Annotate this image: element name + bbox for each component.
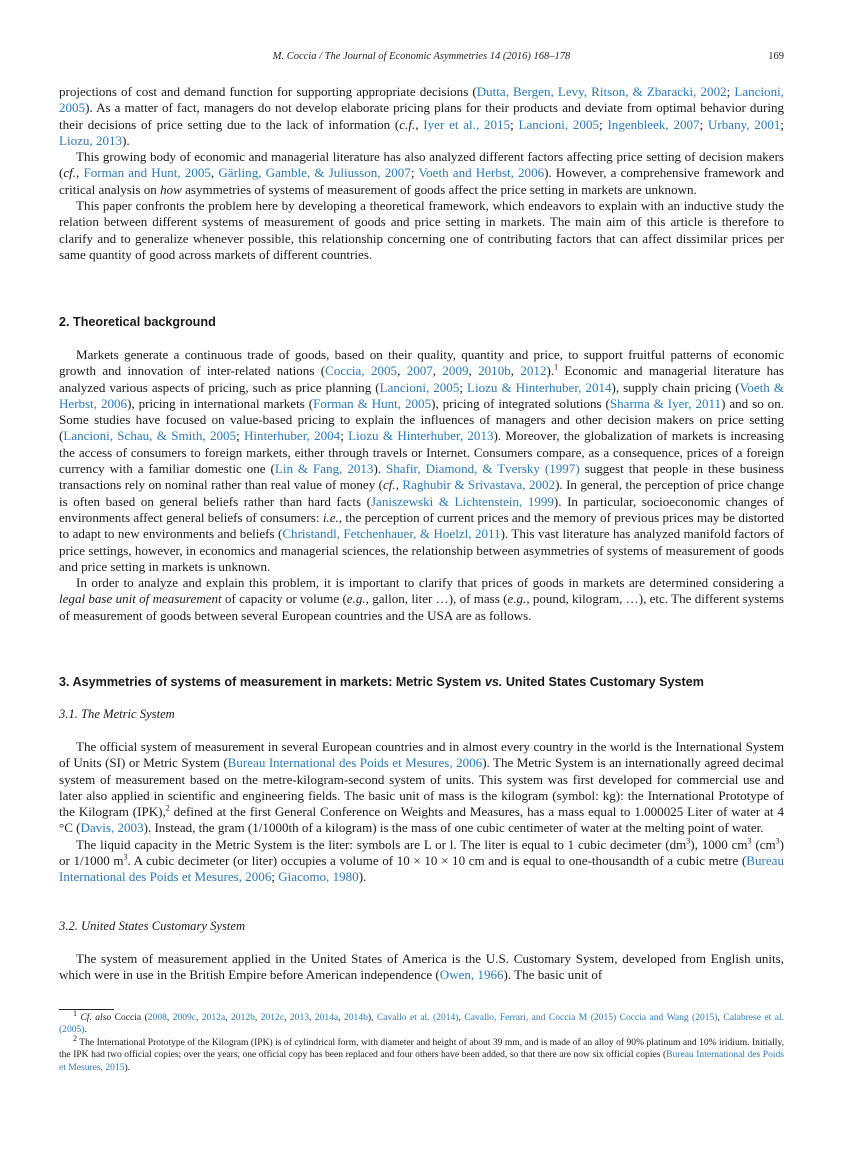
citation-link[interactable]: 2007 — [406, 363, 433, 379]
text-run: . — [84, 1024, 87, 1036]
citation-link[interactable]: Bureau International des Poids et Mesures, 2006 — [227, 755, 483, 771]
text-run: , — [432, 363, 443, 379]
citation-link[interactable]: Liozu & Hinterhuber, 2013 — [348, 428, 494, 444]
citation-link[interactable]: Hinterhuber, 2004 — [244, 428, 341, 444]
citation-link[interactable]: Lin & Fang, 2013 — [274, 461, 374, 477]
footnote-marker: 3 — [775, 836, 780, 846]
citation-link[interactable]: Janiszewski & Lichtenstein, 1999 — [370, 493, 554, 509]
text-run: ; — [699, 116, 708, 132]
footnote-marker: 1 — [554, 362, 559, 372]
citation-link[interactable]: 2014b — [344, 1012, 368, 1023]
text-run: , — [196, 1012, 202, 1023]
text-run: ) or 1/1000 m — [59, 836, 784, 869]
citation-link[interactable]: Urbany, 2001 — [707, 116, 781, 132]
citation-link[interactable]: Forman and Hunt, 2005 — [83, 165, 211, 181]
text-run: ). — [373, 461, 386, 477]
text-run: ) and so on. Some studies have focused on value-based pricing to explain the influences of managers and other decision makers on price setting ( — [59, 395, 784, 444]
text-run: This growing body of economic and managerial literature has also analyzed different factors affecting price setting of decision makers ( — [59, 149, 784, 181]
paragraph — [59, 575, 784, 624]
paragraph — [59, 198, 784, 263]
citation-link[interactable]: 2012b — [231, 1012, 255, 1023]
text-run: , — [309, 1012, 315, 1023]
italic-text: how — [160, 181, 182, 197]
text-run: ; — [340, 428, 349, 444]
text-run: The official system of measurement in several European countries and in almost every country in the world is the International System of Units (SI) or Metric System ( — [59, 739, 784, 771]
text-run: ; — [599, 116, 608, 132]
citation-link[interactable]: 2009 — [442, 363, 469, 379]
section-3-2-body — [59, 951, 784, 984]
citation-link[interactable]: Lancioni, Schau, & Smith, 2005 — [63, 428, 237, 444]
citation-link[interactable]: Lancioni, 2005 — [518, 116, 600, 132]
citation-link[interactable]: Lancioni, 2005 — [59, 84, 784, 116]
text-run: The system of measurement applied in the United States of America is the U.S. Customary System, developed from English units, which were in use in the British Empire before American independence ( — [59, 951, 784, 983]
text-run: , pound, kilogram, …), etc. The different systems of measurement of goods between several European countries and the USA are as follows. — [59, 591, 784, 623]
italic-text: cf. — [63, 165, 77, 181]
section-heading — [59, 675, 704, 689]
text-run: ; — [510, 116, 519, 132]
section-heading-part: United States Customary System — [502, 675, 704, 689]
text-run: projections of cost and demand function for supporting appropriate decisions ( — [59, 84, 477, 99]
citation-link[interactable]: Iyer et al., 2015 — [423, 116, 511, 132]
citation-link[interactable]: Gärling, Gamble, & Juliusson, 2007 — [218, 165, 411, 181]
running-head: M. Coccia / The Journal of Economic Asymmetries 14 (2016) 168–178 — [272, 51, 571, 62]
paragraph — [59, 347, 784, 575]
text-run: ), supply chain pricing ( — [611, 379, 740, 395]
text-run: ). The basic unit of — [503, 967, 603, 983]
text-run: ). Instead, the gram (1/1000th of a kilogram) is the mass of one cubic centimeter of water at the melting point of water. — [143, 820, 764, 836]
text-run: ), 1000 cm — [690, 836, 748, 852]
footnote — [59, 1008, 784, 1037]
page-number: 169 — [768, 51, 784, 62]
text-run: ; — [236, 428, 244, 444]
text-run: , — [76, 165, 84, 181]
text-run: In order to analyze and explain this problem, it is important to clarify that prices of goods in markets are determined considering a — [76, 575, 784, 591]
text-run: ; — [726, 84, 735, 99]
text-run: ). — [124, 1061, 131, 1073]
text-run: ). This vast literature has analyzed manifold factors of price settings, however, in economics and managerial sciences, the relationship between asymmetries of systems of measurement of goods and price setting in markets is unknown. — [59, 526, 784, 574]
text-run: . A cubic decimeter (or liter) occupies a volume of 10 × 10 × 10 cm and is equal to one-thousandth of a cubic metre ( — [127, 853, 747, 869]
italic-text: legal base unit of measurement — [59, 591, 222, 607]
text-run: , — [210, 165, 219, 181]
subsection-heading: 3.2. United States Customary System — [59, 919, 246, 933]
text-run: Economic and managerial literature has analyzed various aspects of pricing, such as price planning ( — [59, 363, 785, 395]
section-2-body — [59, 347, 784, 624]
citation-link[interactable]: Giacomo, 1980 — [278, 869, 359, 885]
section-3-1-body — [59, 739, 784, 886]
text-run: The International Prototype of the Kilogram (IPK) is of cylindrical form, with diameter and height of about 39 mm, and is made of an alloy of 90% platinum and 10% iridium. Initially, the IPK had two official copies; over the years, one official copy has been replaced and four others have been added, so that there are now six official copies ( — [59, 1036, 784, 1061]
text-run: , — [395, 477, 403, 493]
subsection-heading: 3.1. The Metric System — [59, 707, 175, 721]
citation-link[interactable]: Forman & Hunt, 2005 — [313, 395, 432, 411]
text-run: ). The Metric System is an internationally agreed decimal system of measurement based on the metre-kilogram-second system of units. This system was first developed for commercial use and later also applied in scientific and engineering fields. The basic unit of mass is the kilogram (symbol: kg): the International Prototype of the Kilogram (IPK), — [59, 755, 784, 820]
citation-link[interactable]: Bureau International des Poids et Mesures, 2006 — [59, 853, 784, 885]
citation-link[interactable]: Owen, 1966 — [439, 967, 504, 983]
paragraph — [59, 149, 784, 198]
text-run: , — [458, 1012, 465, 1023]
citation-link[interactable]: 2008 — [147, 1012, 167, 1023]
text-run: defined at the first General Conference on Weights and Measures, has a mass equal to 1.000025 Liter of water at 4 °C ( — [59, 804, 784, 836]
citation-link[interactable]: Cavallo, Ferrari, and Coccia M (2015) Coccia and Wang (2015) — [464, 1012, 718, 1023]
text-run: suggest that people in these business transactions rely on nominal rather than real value of money ( — [59, 461, 784, 493]
citation-link[interactable]: Christandl, Fetchenhauer, & Hoelzl, 2011 — [282, 526, 501, 542]
italic-text: c.f. — [399, 116, 416, 132]
citation-link[interactable]: 2014a — [314, 1012, 339, 1023]
citation-link[interactable]: Dutta, Bergen, Levy, Ritson, & Zbaracki, 2002 — [476, 84, 727, 99]
article-page — [59, 0, 784, 1155]
text-run: ). — [546, 363, 555, 379]
citation-link[interactable]: 2012c — [260, 1012, 285, 1023]
text-run: , — [166, 1012, 173, 1023]
text-run: ). — [358, 869, 367, 885]
italic-text: cf. — [383, 477, 396, 493]
text-run: ; — [410, 165, 419, 181]
footnote-rule — [59, 1009, 114, 1010]
citation-link[interactable]: Sharma & Iyer, 2011 — [609, 395, 722, 411]
intro-section — [59, 84, 784, 263]
text-run: , — [468, 363, 479, 379]
citation-link[interactable]: Liozu & Hinterhuber, 2014 — [467, 379, 612, 395]
text-run: ; — [271, 869, 279, 885]
paragraph — [59, 739, 784, 837]
text-run: of capacity or volume ( — [221, 591, 347, 607]
italic-text: e.g. — [346, 591, 366, 607]
italic-text: e.g. — [507, 591, 527, 607]
text-run: , — [284, 1012, 290, 1023]
citation-link[interactable]: Liozu, 2013 — [59, 132, 123, 148]
citation-link[interactable]: 2012 — [520, 363, 547, 379]
citation-link[interactable]: Bureau International des Poids et Mesures, 2015 — [59, 1049, 785, 1073]
citation-link[interactable]: Davis, 2003 — [80, 820, 144, 836]
footnote — [59, 1033, 785, 1074]
paragraph — [59, 84, 784, 149]
text-run: , gallon, liter …), of mass ( — [365, 591, 508, 607]
paragraph — [59, 837, 784, 886]
paragraph — [59, 951, 784, 984]
footnote-marker: 3 — [123, 852, 128, 862]
footnote-marker: 2 — [73, 1033, 77, 1043]
text-run: Coccia ( — [111, 1012, 148, 1023]
text-run: , the perception of current prices and the memory of previous prices may be distorted to adapt to new environments and beliefs ( — [59, 509, 785, 542]
footnote-marker: 3 — [747, 836, 752, 846]
footnote-marker: 2 — [165, 803, 170, 813]
text-run: ). In particular, socioeconomic changes of environments affect general beliefs of consumers: — [59, 493, 784, 525]
text-run: , — [415, 116, 424, 132]
text-run: ), pricing in international markets ( — [127, 395, 314, 411]
section-heading-vs: vs. — [484, 675, 503, 689]
citation-link[interactable]: Raghubir & Srivastava, 2002 — [402, 477, 556, 493]
footnote-marker: 1 — [73, 1008, 77, 1018]
citation-link[interactable]: Voeth and Herbst, 2006 — [418, 165, 545, 181]
citation-link[interactable]: Coccia, 2005 — [325, 363, 398, 379]
citation-link[interactable]: 2010b — [478, 363, 511, 379]
footnotes — [59, 1008, 785, 1074]
citation-link[interactable]: Lancioni, 2005 — [379, 379, 460, 395]
text-run: , — [254, 1012, 261, 1023]
text-run: ; — [459, 379, 468, 395]
text-run: , — [338, 1012, 344, 1023]
text-run: ; — [780, 116, 785, 132]
italic-text: Cf. also — [80, 1012, 112, 1023]
text-run: This paper confronts the problem here by developing a theoretical framework, which endeavors to explain with an inductive study the relation between different systems of measurement of goods and price setting in markets. The main aim of this article is therefore to clarify and to generalize whenever possible, this relationship concerning one of contributing factors that can affect dissimilar prices per same quantity of good across markets of different countries. — [59, 198, 784, 262]
text-run: ). In general, the perception of price change is often based on general beliefs rather than hard facts ( — [59, 477, 785, 509]
text-run: ), — [367, 1012, 377, 1023]
citation-link[interactable]: 2013 — [289, 1012, 309, 1023]
citation-link[interactable]: Cavallo et al. (2014) — [376, 1012, 459, 1023]
citation-link[interactable]: 2012a — [201, 1012, 226, 1023]
text-run: ). — [122, 132, 130, 148]
text-run: , — [510, 363, 521, 379]
text-run: (cm — [751, 836, 776, 852]
text-run: , — [225, 1012, 232, 1023]
citation-link[interactable]: Voeth & Herbst, 2006 — [59, 379, 784, 411]
citation-link[interactable]: Calabrese et al. (2005) — [59, 1012, 784, 1036]
text-run: Markets generate a continuous trade of goods, based on their quality, quantity and price, to support fruitful patterns of economic growth and innovation of inter-related nations ( — [59, 347, 784, 379]
text-run: The liquid capacity in the Metric System is the liter: symbols are L or l. The liter is equal to 1 cubic decimeter (dm — [76, 836, 687, 852]
text-run: ). However, a comprehensive framework and critical analysis on — [59, 165, 785, 197]
footnote-marker: 3 — [686, 836, 691, 846]
section-heading: 2. Theoretical background — [59, 315, 216, 329]
text-run: asymmetries of systems of measurement of goods affect the price setting in markets are unknown. — [181, 181, 697, 197]
citation-link[interactable]: Ingenbleek, 2007 — [607, 116, 700, 132]
text-run: ), pricing of integrated solutions ( — [431, 395, 610, 411]
text-run: ). Moreover, the globalization of markets is increasing the access of consumers to foreign markets, either through travels or Internet. Consumers compare, as a consequence, prices of a foreign currency with a familiar domestic one ( — [59, 428, 784, 477]
text-run: , — [397, 363, 407, 379]
italic-text: i.e. — [322, 509, 339, 525]
text-run: , — [717, 1012, 724, 1023]
citation-link[interactable]: Shafir, Diamond, & Tversky (1997) — [386, 461, 580, 477]
citation-link[interactable]: 2009c — [172, 1012, 197, 1023]
section-heading-part: 3. Asymmetries of systems of measurement in markets: Metric System — [59, 675, 485, 689]
text-run: ). As a matter of fact, managers do not develop elaborate pricing plans for their products and deviate from optimal behavior during their decisions of price setting due to the lack of information ( — [59, 100, 784, 132]
